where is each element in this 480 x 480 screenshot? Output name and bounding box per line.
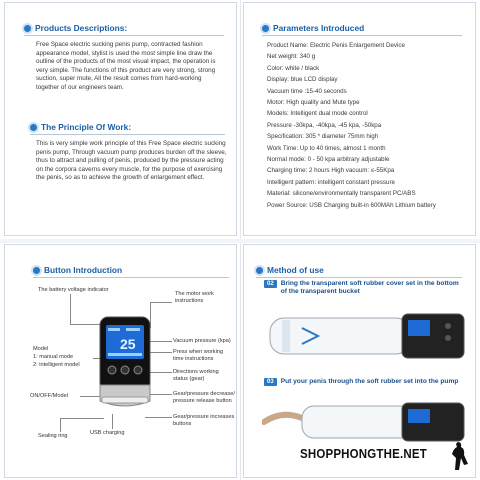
label-directions: Directions working status (gear) (173, 369, 219, 382)
increase-button (134, 366, 142, 374)
label-motor: The motor work instructions (175, 291, 214, 304)
parameter-item: Intelligent pattern: intelligent constant pressure (267, 178, 395, 186)
parameter-item: Display: blue LCD display (267, 76, 338, 84)
label-release: Gear/pressure decrease/ pressure release button (173, 391, 235, 404)
parameter-item: Color: white / black (267, 64, 320, 72)
parameter-item: Motor: High quality and Mute type (267, 99, 360, 107)
step-text: Put your penis through the soft rubber set into the pump (280, 378, 459, 385)
step-badge: 03 (264, 378, 277, 386)
parameter-item: Material: silicone/environmentally transparent PC/ABS (267, 190, 416, 198)
heading-rule (256, 277, 462, 278)
parameter-item: Charging time: 2 hours High vacuum: ≤-55Kpa (267, 167, 395, 175)
principle-text: This is very simple work principle of this Free Space electric sucking penis pump, Through vacuum pump produces burden off the sleeve, thus to attract and pulling of penis, produced by the pressure acting on the corpora caverns every muscle, for the purpose of exercising the penis, so as to achieve the growth of enlargement effect. (36, 140, 227, 182)
label-usb: USB charging (90, 430, 125, 436)
label-sealing: Sealing ring (38, 433, 68, 439)
parameters-title: Parameters Introduced (273, 23, 365, 33)
label-battery: The battery voltage indicator (38, 287, 109, 293)
label-increase: Gear/pressure increases buttons (173, 414, 235, 427)
bullet-icon (24, 25, 31, 32)
leader-line (60, 418, 61, 432)
bullet-icon (33, 267, 40, 274)
method-step (264, 378, 461, 386)
leader-line (145, 417, 172, 418)
method-step (264, 280, 461, 296)
pump-insert-illustration (262, 400, 472, 444)
parameter-item: Power Source: USB Charging built-in 600MAh Lithium battery (267, 201, 436, 209)
parameter-item: Product Name: Electric Penis Enlargement Device (267, 42, 405, 49)
description-heading (24, 23, 127, 33)
principle-title: The Principle Of Work: (41, 122, 132, 132)
label-onoff: ON/OFF/Model (30, 393, 68, 399)
label-model-2: 2: intelligent model (33, 362, 80, 368)
bullet-icon (30, 124, 37, 131)
parameter-item: Models: Intelligent dual mode control (267, 110, 368, 118)
label-model: Model (33, 346, 49, 352)
pump-device-image (96, 315, 154, 415)
lcd-value: 25 (120, 336, 136, 352)
button-title: Button Introduction (44, 265, 123, 275)
decrease-button (121, 366, 129, 374)
leader-line (60, 418, 104, 419)
parameter-item: Pressure -30kpa, -40kpa, -45 kpa, -50kpa (267, 121, 382, 129)
method-heading (256, 265, 324, 275)
heading-rule (30, 134, 225, 135)
heading-rule (33, 277, 229, 278)
description-title: Products Descriptions: (35, 23, 128, 33)
parameter-item: Work Time: Up to 40 times, almost 1 month (267, 144, 386, 152)
row-separator (0, 239, 480, 243)
parameter-item: Vacuum time :15-40 seconds (267, 87, 347, 95)
bullet-icon (262, 25, 269, 32)
label-model-1: 1: manual mode (33, 354, 74, 360)
label-vacuum: Vacuum pressure (kpa) (173, 338, 231, 344)
description-text: Free Space electric sucking penis pump, contracted fashion appearance model, stylist is used the most simple line draw the outline of the products of the most visual impact, the operation is very simple. The functions of this product are very strong, strong suction, super mute, All the result comes from hard-working together of our engineers team. (36, 41, 216, 91)
principle-heading (30, 122, 131, 132)
pump-cylinder-illustration (262, 306, 472, 366)
bullet-icon (256, 267, 263, 274)
step-badge: 02 (264, 280, 277, 288)
method-title: Method of use (267, 265, 324, 275)
leader-line (70, 294, 71, 324)
step-text: Bring the transparent soft rubber cover set in the bottom of the transparent bucket (280, 280, 459, 295)
heading-rule (24, 35, 224, 36)
parameters-heading (262, 23, 364, 33)
parameter-item: Net weight: 340 g (267, 53, 316, 61)
label-press-time: Press when working time instructions (173, 349, 224, 362)
heading-rule (262, 35, 462, 36)
leader-line (112, 414, 113, 429)
leader-line (150, 302, 172, 303)
figure-logo-icon (446, 440, 472, 472)
description-panel (4, 2, 237, 236)
parameter-item: Normal mode: 0 - 50 kpa arbitrary adjustable (267, 156, 390, 164)
button-heading (33, 265, 122, 275)
parameters-list (267, 40, 472, 211)
onoff-button (108, 366, 116, 374)
parameter-item: Specification: 305 * diameter 75mm high (267, 133, 379, 141)
watermark-text: SHOPPHONGTHE.NET (300, 447, 427, 461)
